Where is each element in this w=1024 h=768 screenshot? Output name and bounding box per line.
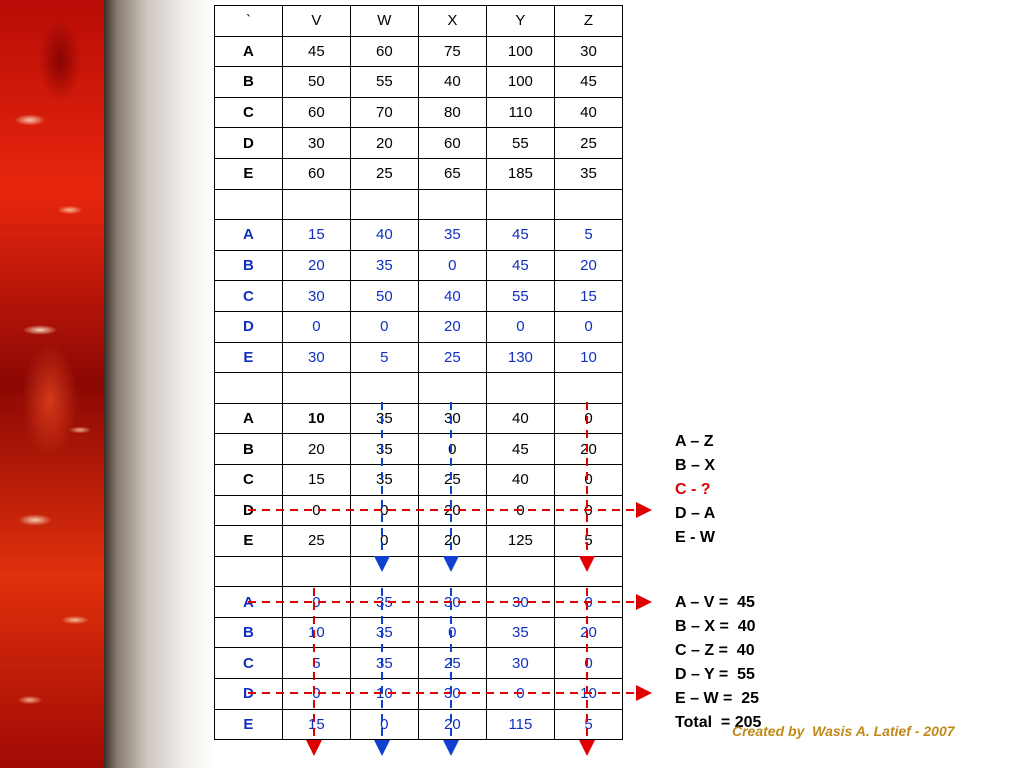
table-row [215,679,623,710]
assignment-line: E – W = 25 [675,690,760,707]
value-cell: 30 [486,587,554,618]
value-cell: 20 [418,526,486,557]
row-label-cell: E [215,342,283,373]
decorative-red-background [0,0,108,768]
table-row [215,617,623,648]
value-cell: 0 [554,587,622,618]
value-cell: 15 [554,281,622,312]
value-cell: 55 [486,128,554,159]
value-cell: 0 [486,495,554,526]
table-row [215,281,623,312]
value-cell: 30 [282,281,350,312]
value-cell: 45 [486,434,554,465]
empty-cell [418,189,486,220]
spacer-row [215,373,623,404]
value-cell: 75 [418,36,486,67]
value-cell: 40 [554,97,622,128]
value-cell: 30 [486,648,554,679]
value-cell: 20 [554,617,622,648]
value-cell: 30 [418,587,486,618]
value-cell: 0 [554,403,622,434]
row-label-cell: A [215,587,283,618]
value-cell: 60 [282,158,350,189]
assignment-line: D – A [675,505,716,522]
value-cell: 15 [282,709,350,740]
value-cell: 35 [350,464,418,495]
value-cell: 55 [350,67,418,98]
value-cell: 55 [486,281,554,312]
value-cell: 25 [282,526,350,557]
value-cell: 10 [282,403,350,434]
column-header-cell: Z [554,6,622,37]
empty-cell [418,373,486,404]
value-cell: 35 [486,617,554,648]
value-cell: 35 [554,158,622,189]
row-label-cell: D [215,128,283,159]
value-cell: 25 [554,128,622,159]
value-cell: 0 [554,311,622,342]
value-cell: 20 [350,128,418,159]
value-cell: 60 [418,128,486,159]
value-cell: 50 [350,281,418,312]
value-cell: 25 [350,158,418,189]
value-cell: 5 [350,342,418,373]
value-cell: 35 [350,648,418,679]
value-cell: 100 [486,67,554,98]
value-cell: 45 [554,67,622,98]
value-cell: 30 [282,128,350,159]
value-cell: 65 [418,158,486,189]
value-cell: 10 [554,342,622,373]
row-label-cell: C [215,97,283,128]
assignment-line: B – X [675,457,716,474]
value-cell: 35 [350,587,418,618]
final-assignment-list [675,591,761,735]
row-label-cell: D [215,679,283,710]
column-header-cell: X [418,6,486,37]
spacer-row [215,556,623,587]
empty-cell [282,373,350,404]
table-row [215,464,623,495]
assignment-line: D – Y = 55 [675,666,755,683]
assignment-line: B – X = 40 [675,618,756,635]
value-cell: 20 [554,434,622,465]
value-cell: 40 [350,220,418,251]
value-cell: 40 [486,464,554,495]
value-cell: 45 [282,36,350,67]
value-cell: 0 [418,434,486,465]
column-header-cell: V [282,6,350,37]
empty-cell [554,373,622,404]
partial-assignment-list [675,430,715,550]
value-cell: 60 [350,36,418,67]
row-label-cell: E [215,526,283,557]
table-header-row [215,6,623,37]
value-cell: 125 [486,526,554,557]
value-cell: 35 [350,250,418,281]
value-cell: 5 [554,709,622,740]
value-cell: 10 [554,679,622,710]
row-label-cell: A [215,220,283,251]
table-row [215,709,623,740]
value-cell: 0 [350,709,418,740]
empty-cell [215,556,283,587]
empty-cell [282,556,350,587]
value-cell: 5 [554,220,622,251]
value-cell: 0 [554,464,622,495]
value-cell: 35 [350,403,418,434]
table-row [215,158,623,189]
value-cell: 0 [418,617,486,648]
value-cell: 35 [350,617,418,648]
table-row [215,220,623,251]
assignment-line: E - W [675,529,715,546]
empty-cell [486,373,554,404]
value-cell: 0 [554,495,622,526]
table-row [215,250,623,281]
value-cell: 40 [418,281,486,312]
table-row [215,434,623,465]
row-label-cell: E [215,158,283,189]
row-label-cell: C [215,648,283,679]
row-label-cell: B [215,67,283,98]
value-cell: 35 [350,434,418,465]
value-cell: 5 [282,648,350,679]
value-cell: 15 [282,464,350,495]
value-cell: 0 [282,495,350,526]
value-cell: 40 [486,403,554,434]
table-row [215,403,623,434]
value-cell: 45 [486,220,554,251]
value-cell: 0 [282,311,350,342]
table-row [215,128,623,159]
value-cell: 115 [486,709,554,740]
value-cell: 0 [486,679,554,710]
value-cell: 0 [350,526,418,557]
value-cell: 80 [418,97,486,128]
value-cell: 0 [350,495,418,526]
value-cell: 70 [350,97,418,128]
value-cell: 25 [418,342,486,373]
assignment-line: A – V = 45 [675,594,755,611]
row-label-cell: C [215,464,283,495]
row-label-cell: D [215,311,283,342]
value-cell: 35 [418,220,486,251]
value-cell: 0 [486,311,554,342]
row-label-cell: D [215,495,283,526]
empty-cell [554,556,622,587]
table-row [215,495,623,526]
row-label-cell: B [215,250,283,281]
value-cell: 20 [418,709,486,740]
value-cell: 0 [350,311,418,342]
column-header-cell: ` [215,6,283,37]
row-label-cell: B [215,617,283,648]
table-row [215,648,623,679]
spacer-row [215,189,623,220]
empty-cell [554,189,622,220]
total-line: Total = 205 [675,714,762,731]
row-label-cell: A [215,403,283,434]
value-cell: 20 [418,495,486,526]
decorative-fade-strip [104,0,214,768]
table-row [215,311,623,342]
empty-cell [215,373,283,404]
empty-cell [486,189,554,220]
value-cell: 130 [486,342,554,373]
row-label-cell: E [215,709,283,740]
assignment-line: C – Z = 40 [675,642,755,659]
column-header-cell: W [350,6,418,37]
value-cell: 30 [282,342,350,373]
empty-cell [486,556,554,587]
value-cell: 0 [282,679,350,710]
row-label-cell: A [215,36,283,67]
value-cell: 50 [282,67,350,98]
value-cell: 20 [554,250,622,281]
empty-cell [350,373,418,404]
empty-cell [350,189,418,220]
empty-cell [418,556,486,587]
value-cell: 30 [554,36,622,67]
credit-text: Created by Wasis A. Latief - 2007 [732,723,955,739]
value-cell: 100 [486,36,554,67]
table-row [215,67,623,98]
assignment-matrix-table [214,5,623,740]
value-cell: 20 [282,434,350,465]
value-cell: 20 [282,250,350,281]
empty-cell [215,189,283,220]
table-row [215,526,623,557]
value-cell: 30 [418,679,486,710]
value-cell: 15 [282,220,350,251]
value-cell: 40 [418,67,486,98]
assignment-line: A – Z [675,433,714,450]
row-label-cell: B [215,434,283,465]
value-cell: 25 [418,648,486,679]
value-cell: 30 [418,403,486,434]
value-cell: 20 [418,311,486,342]
column-header-cell: Y [486,6,554,37]
value-cell: 25 [418,464,486,495]
table-row [215,97,623,128]
empty-cell [350,556,418,587]
value-cell: 0 [282,587,350,618]
table-row [215,342,623,373]
value-cell: 0 [554,648,622,679]
value-cell: 110 [486,97,554,128]
empty-cell [282,189,350,220]
value-cell: 45 [486,250,554,281]
value-cell: 10 [350,679,418,710]
value-cell: 5 [554,526,622,557]
value-cell: 60 [282,97,350,128]
value-cell: 0 [418,250,486,281]
table-row [215,36,623,67]
assignment-line-unresolved: C - ? [675,481,711,498]
value-cell: 185 [486,158,554,189]
row-label-cell: C [215,281,283,312]
table-row [215,587,623,618]
value-cell: 10 [282,617,350,648]
